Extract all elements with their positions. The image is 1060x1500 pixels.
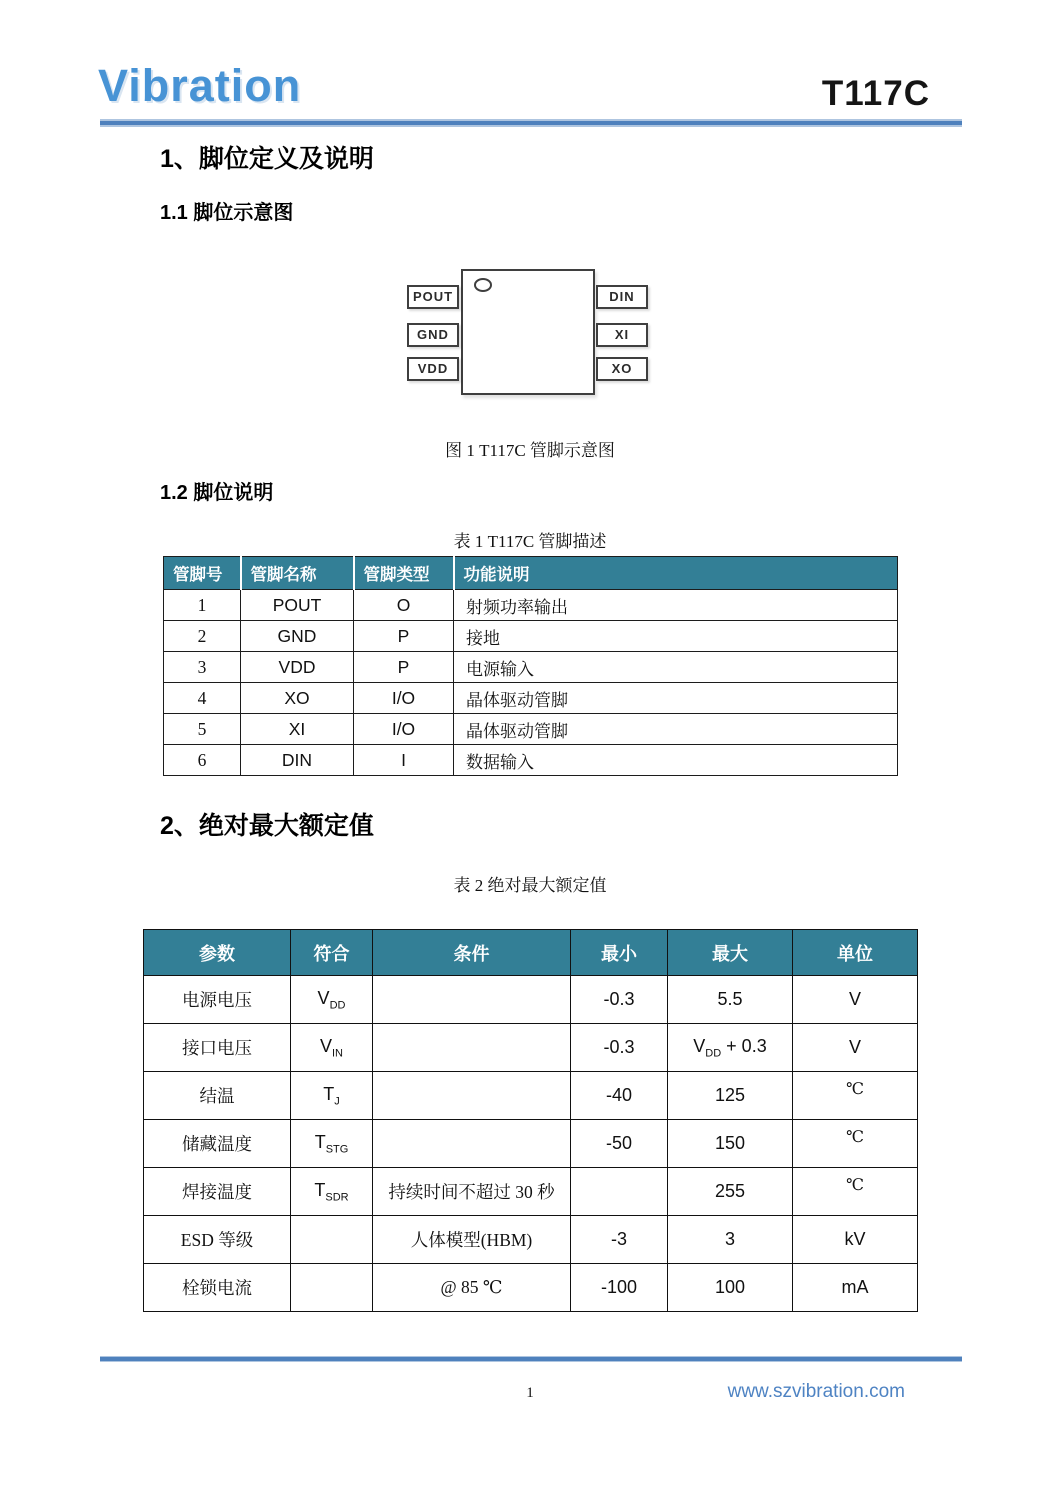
vibration-logo: Vibration: [98, 60, 302, 111]
table-cell: $V_{IN}$: [291, 1024, 373, 1072]
table-row: [144, 1072, 918, 1120]
table-row: [164, 683, 898, 714]
column-header: 条件: [373, 930, 571, 976]
table-cell: $V_{DD}$: [291, 976, 373, 1024]
table-cell: 3: [668, 1216, 793, 1264]
pin-xo: XO: [596, 357, 648, 381]
table-row: [144, 1216, 918, 1264]
table-cell: ℃: [793, 1120, 918, 1168]
figure-1-caption: 图 1 T117C 管脚示意图: [445, 441, 615, 460]
table-cell: 电源输入: [454, 652, 898, 683]
document-title: T117C: [821, 74, 930, 113]
table-cell: [373, 1024, 571, 1072]
table-cell: I: [354, 745, 454, 776]
table-cell: POUT: [241, 590, 354, 621]
table-cell: 接口电压: [144, 1024, 291, 1072]
pin1-indicator-icon: [474, 278, 492, 292]
column-header: 最大: [668, 930, 793, 976]
table-cell: $T_J$: [291, 1072, 373, 1120]
table-cell: I/O: [354, 714, 454, 745]
table-cell: 持续时间不超过 30 秒: [373, 1168, 571, 1216]
table-cell: 6: [164, 745, 241, 776]
table-cell: -0.3: [571, 1024, 668, 1072]
table-cell: 100: [668, 1264, 793, 1312]
column-header: 最小: [571, 930, 668, 976]
table-row: [164, 745, 898, 776]
page-number: 1: [526, 1385, 534, 1401]
table-cell: [373, 1072, 571, 1120]
chip-package: [461, 269, 595, 395]
footer-link[interactable]: www.szvibration.com: [727, 1381, 905, 1402]
section-1-1-heading: 1.1 脚位示意图: [160, 202, 294, 224]
table-row: [144, 1024, 918, 1072]
table-cell: [291, 1216, 373, 1264]
pin-description-table: [163, 556, 898, 776]
table-1-caption: 表 1 T117C 管脚描述: [453, 532, 607, 551]
column-header: 参数: [144, 930, 291, 976]
table-cell: @ 85 ℃: [373, 1264, 571, 1312]
table-cell: I/O: [354, 683, 454, 714]
table-row: [144, 976, 918, 1024]
table-cell: 人体模型(HBM): [373, 1216, 571, 1264]
table-cell: kV: [793, 1216, 918, 1264]
table-cell: -50: [571, 1120, 668, 1168]
pin-xi: XI: [596, 323, 648, 347]
table-row: [164, 714, 898, 745]
section-1-heading: 1、脚位定义及说明: [160, 145, 374, 173]
column-header: 单位: [793, 930, 918, 976]
table-cell: $V_{DD} + 0.3$: [668, 1024, 793, 1072]
table-row: [144, 1120, 918, 1168]
table-2-caption: 表 2 绝对最大额定值: [453, 876, 607, 895]
table-cell: 晶体驱动管脚: [454, 714, 898, 745]
table-cell: 射频功率输出: [454, 590, 898, 621]
table-row: [164, 621, 898, 652]
table-cell: 150: [668, 1120, 793, 1168]
section-1-2-heading: 1.2 脚位说明: [160, 482, 274, 504]
table-cell: -100: [571, 1264, 668, 1312]
table-cell: GND: [241, 621, 354, 652]
pin-vdd: VDD: [407, 357, 459, 381]
table-row: [144, 1264, 918, 1312]
table-cell: P: [354, 621, 454, 652]
table-cell: ESD 等级: [144, 1216, 291, 1264]
pin-pout: POUT: [407, 285, 459, 309]
table-cell: 1: [164, 590, 241, 621]
table-cell: 结温: [144, 1072, 291, 1120]
table-cell: 125: [668, 1072, 793, 1120]
table-cell: [571, 1168, 668, 1216]
table-cell: O: [354, 590, 454, 621]
table-cell: 5: [164, 714, 241, 745]
table-cell: 数据输入: [454, 745, 898, 776]
table-cell: ℃: [793, 1168, 918, 1216]
table-cell: XI: [241, 714, 354, 745]
table-cell: [291, 1264, 373, 1312]
table-cell: V: [793, 1024, 918, 1072]
table-row: [164, 590, 898, 621]
table-cell: 栓锁电流: [144, 1264, 291, 1312]
table-cell: -40: [571, 1072, 668, 1120]
table-cell: P: [354, 652, 454, 683]
table-cell: -0.3: [571, 976, 668, 1024]
table-cell: 焊接温度: [144, 1168, 291, 1216]
table-cell: 255: [668, 1168, 793, 1216]
table-cell: 接地: [454, 621, 898, 652]
absolute-maximum-ratings-table: [143, 929, 918, 1312]
table-header-row: [164, 557, 898, 590]
table-cell: 3: [164, 652, 241, 683]
column-header: 管脚名称: [241, 557, 354, 590]
table-cell: $T_{STG}$: [291, 1120, 373, 1168]
table-cell: V: [793, 976, 918, 1024]
header-rule: [100, 119, 962, 127]
column-header: 管脚号: [164, 557, 241, 590]
section-2-heading: 2、绝对最大额定值: [160, 812, 374, 840]
table-cell: 晶体驱动管脚: [454, 683, 898, 714]
table-cell: DIN: [241, 745, 354, 776]
table-cell: 电源电压: [144, 976, 291, 1024]
column-header: 符合: [291, 930, 373, 976]
table-cell: [373, 1120, 571, 1168]
table-cell: XO: [241, 683, 354, 714]
pin-gnd: GND: [407, 323, 459, 347]
table-cell: mA: [793, 1264, 918, 1312]
table-row: [144, 1168, 918, 1216]
table-cell: 储藏温度: [144, 1120, 291, 1168]
table-cell: -3: [571, 1216, 668, 1264]
table-cell: [373, 976, 571, 1024]
table-cell: 4: [164, 683, 241, 714]
pin-din: DIN: [596, 285, 648, 309]
table-cell: ℃: [793, 1072, 918, 1120]
table-cell: VDD: [241, 652, 354, 683]
table-cell: 2: [164, 621, 241, 652]
column-header: 管脚类型: [354, 557, 454, 590]
table-cell: 5.5: [668, 976, 793, 1024]
table-header-row: [144, 930, 918, 976]
table-row: [164, 652, 898, 683]
footer-rule: [100, 1356, 962, 1362]
column-header: 功能说明: [454, 557, 898, 590]
table-cell: $T_{SDR}$: [291, 1168, 373, 1216]
